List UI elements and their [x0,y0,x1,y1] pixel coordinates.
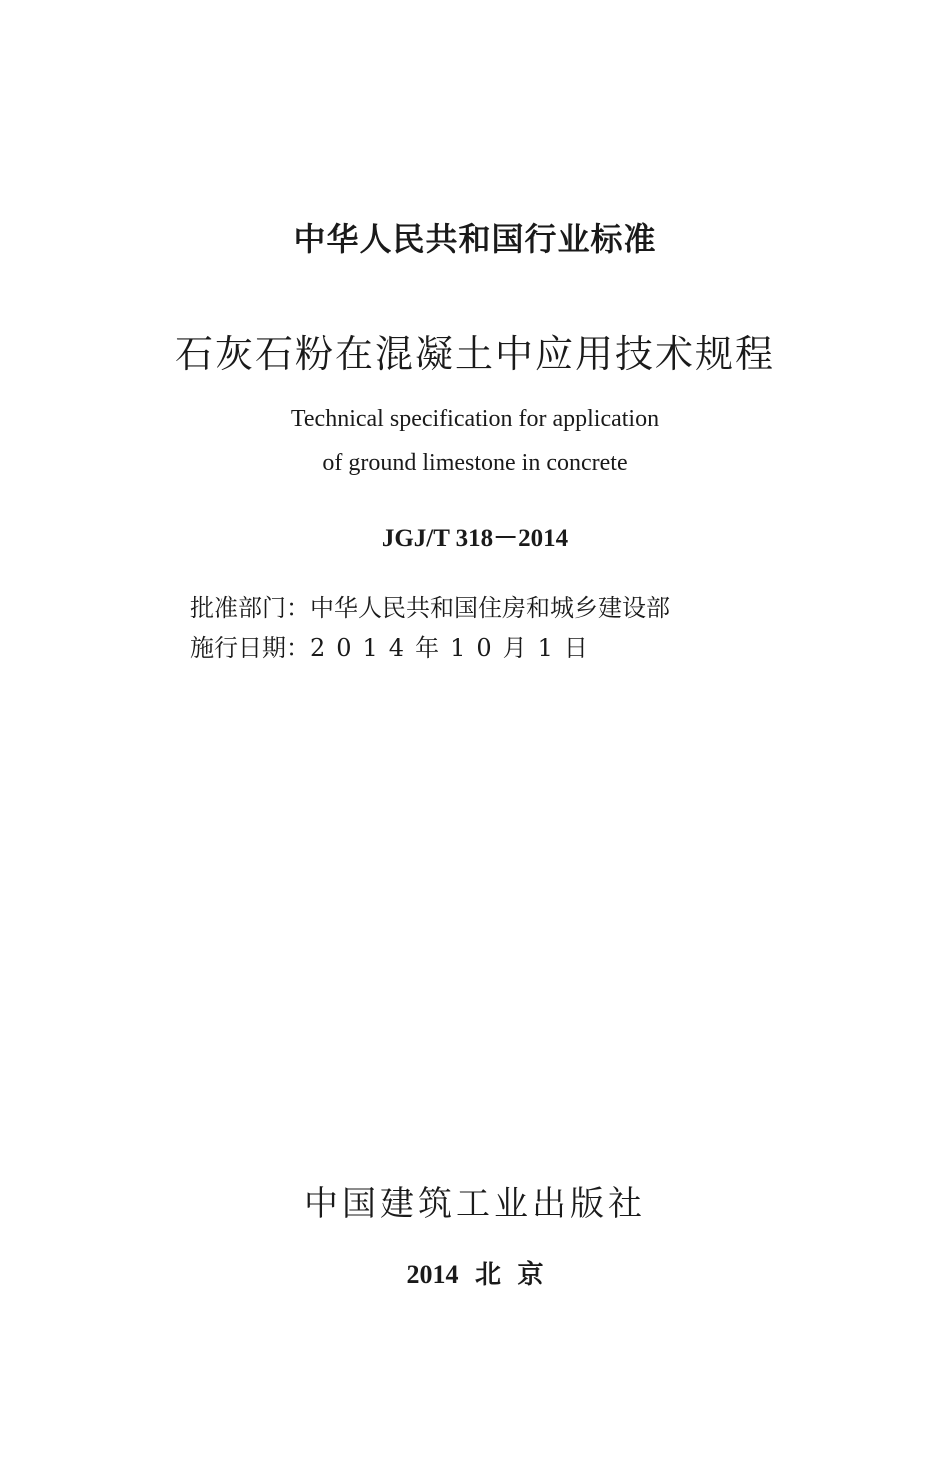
title-english-line-1: Technical specification for application [290,406,660,432]
effective-date-value: 2014年10月1日 [310,634,599,662]
approval-value: 中华人民共和国住房和城乡建设部 [310,594,670,622]
publisher: 中国建筑工业出版社 [304,1184,646,1224]
publication-place: 2014 北 京 [406,1260,544,1289]
effective-date-label: 施行日期： [190,634,310,662]
effective-date [190,628,599,663]
standard-code: JGJ/T 318－2014 [381,525,569,552]
title-english-line-2: of ground limestone in concrete [322,450,628,476]
approval-label: 批准部门： [190,594,310,622]
title-chinese: 石灰石粉在混凝土中应用技术规程 [174,332,775,376]
approval-department [190,588,670,623]
standard-category: 中华人民共和国行业标准 [293,220,657,258]
